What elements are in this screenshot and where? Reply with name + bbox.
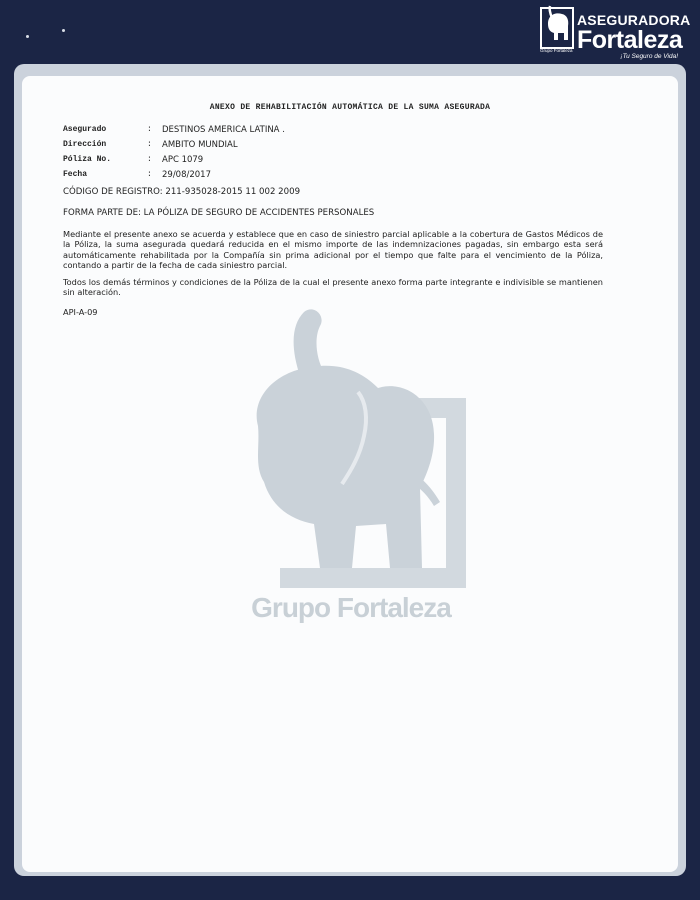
field-value: AMBITO MUNDIAL <box>162 140 238 150</box>
field-value: 29/08/2017 <box>162 170 211 180</box>
field-separator: : <box>147 125 152 134</box>
field-separator: : <box>147 155 152 164</box>
field-value: APC 1079 <box>162 155 204 165</box>
elephant-logo-icon <box>540 4 574 50</box>
document-title: ANEXO DE REHABILITACIÓN AUTOMÁTICA DE LA SUMA ASEGURADA <box>209 103 491 112</box>
document-code: API-A-09 <box>63 307 98 317</box>
logo-brand-line1: ASEGURADORA <box>577 12 691 28</box>
field-separator: : <box>147 170 152 179</box>
field-label: Fecha <box>63 170 88 179</box>
field-value: DESTINOS AMERICA LATINA . <box>162 125 285 135</box>
field-label: Póliza No. <box>63 155 112 164</box>
paragraph-main: Mediante el presente anexo se acuerda y establece que en caso de siniestro parcial aplicable a la cobertura de Gastos Médicos de la Póliza, la suma asegurada quedará reducida en el mismo importe de las indemnizaciones pagadas, sin embargo esta será automáticamente rehabilitada por la Compañía sin prima adicional por el tiempo que falte para el vencimiento de la Póliza, contando a partir de la fecha de cada siniestro parcial. <box>63 229 603 270</box>
logo-brand-line2: Fortaleza <box>577 26 683 54</box>
speck <box>26 35 29 38</box>
field-label: Dirección <box>63 140 107 149</box>
watermark-text: Grupo Fortaleza <box>251 592 451 623</box>
company-logo <box>540 4 691 62</box>
forma-parte: FORMA PARTE DE: LA PÓLIZA DE SEGURO DE ACCIDENTES PERSONALES <box>63 208 375 218</box>
elephant-watermark-icon <box>228 306 474 596</box>
logo-tagline: ¡Tu Seguro de Vida! <box>620 53 678 60</box>
field-label: Asegurado <box>63 125 107 134</box>
speck <box>62 29 65 32</box>
watermark <box>228 306 474 636</box>
logo-subtext: Grupo Fortaleza <box>540 48 573 53</box>
field-separator: : <box>147 140 152 149</box>
paragraph-terms: Todos los demás términos y condiciones de la Póliza de la cual el presente anexo forma parte integrante e indivisible se mantienen sin alteración. <box>63 277 603 298</box>
registry-code: CÓDIGO DE REGISTRO: 211-935028-2015 11 002 2009 <box>63 187 301 197</box>
